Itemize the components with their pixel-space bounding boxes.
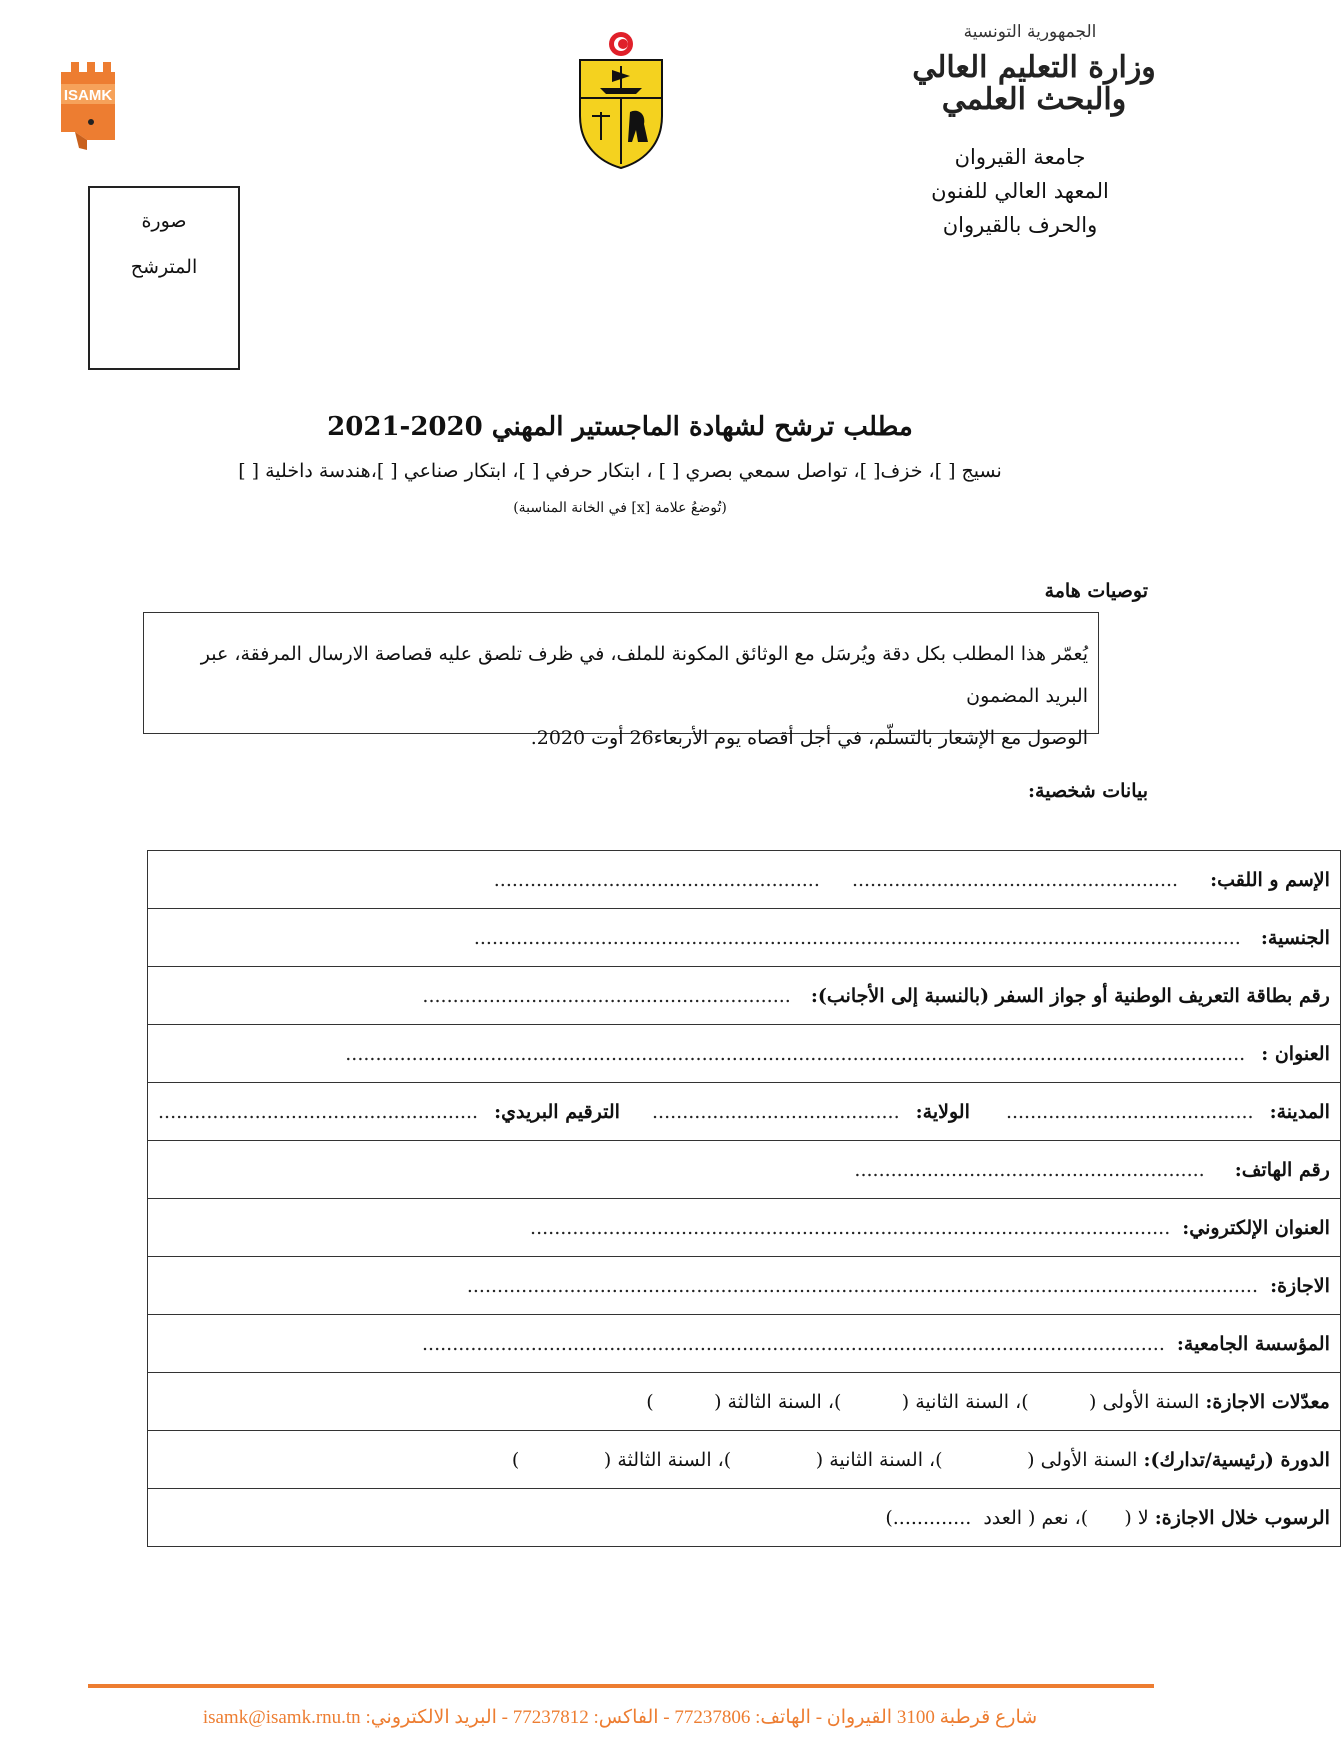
institute-line-1: المعهد العالي للفنون [931,179,1109,203]
logo-text: ISAMK [63,87,113,104]
nationality-row [148,909,1341,967]
degree-row [148,1257,1341,1315]
isamk-logo [57,62,119,154]
ministry-line-1: وزارة التعليم العالي [912,50,1156,85]
id-field[interactable]: رقم بطاقة التعريف الوطنية أو جواز السفر (بالنسبة إلى الأجانب): ............................................................. [148,967,1341,1025]
id-label: رقم بطاقة التعريف الوطنية أو جواز السفر (بالنسبة إلى الأجانب): [810,984,1330,1007]
averages-row [148,1373,1341,1431]
footer-contact: شارع قرطبة 3100 القيروان - الهاتف: 77237806 - الفاكس: 77237812 - البريد الالكتروني: isamk@isamk.rnu.tn [202,1707,1038,1728]
page-title: مطلب ترشح لشهادة الماجستير المهني 2020-2021 [327,412,913,442]
phone-row [148,1141,1341,1199]
name-dots: ...................................................... [851,868,1179,891]
recommendations-line-1: يُعمّر هذا المطلب بكل دقة ويُرسَل مع الوثائق المكونة للملف، في ظرف تلصق عليه قصاصة الارسال المرفقة، عبر البريد المضمون [200,643,1088,707]
session-text: السنة الأولى ( )، السنة الثانية ( )، السنة الثالثة ( ) [511,1448,1138,1471]
photo-label-1: صورة [141,210,187,232]
fail-text: لا ( )، نعم ( العدد .............) [885,1506,1149,1529]
ministry-text [904,52,1164,116]
name-field[interactable]: الإسم و اللقب: ...................................................... ...................................................... [148,851,1341,909]
averages-field[interactable] [148,1373,1341,1431]
address-row [148,1025,1341,1083]
recommendations-heading: توصيات هامة [1044,580,1148,602]
institute-line-2: والحرف بالقيروان [942,213,1098,237]
name-label: الإسم و اللقب: [1210,868,1330,891]
photo-label-2: المترشح [130,256,198,278]
phone-field[interactable]: رقم الهاتف: .......................................................... [148,1141,1341,1199]
id-row [148,967,1341,1025]
postal-label: الترقيم البريدي: [494,1100,620,1123]
city-row [148,1083,1341,1141]
averages-text: السنة الأولى ( )، السنة الثانية ( )، السنة الثالثة ( ) [646,1390,1200,1413]
personal-data-heading: بيانات شخصية: [1028,780,1148,802]
university-name: جامعة القيروان [954,145,1086,169]
ministry-line-2: والبحث العلمي [941,82,1127,117]
city-label: المدينة: [1269,1100,1330,1123]
fail-label: الرسوب خلال الاجازة: [1154,1506,1330,1529]
phone-label: رقم الهاتف: [1234,1158,1330,1181]
specialties-choices[interactable]: نسيج [ ]، خزف[ ]، تواصل سمعي بصري [ ] ، ابتكار حرفي [ ]، ابتكار صناعي [ ]،هندسة داخلية [ ] [238,460,1002,482]
email-label: العنوان الإلكتروني: [1182,1216,1330,1239]
tunisia-coat-of-arms [572,30,670,170]
fail-row [148,1489,1341,1547]
email-row [148,1199,1341,1257]
mark-note: (تُوضعُ علامة [x] في الخانة المناسبة) [513,500,727,516]
email-field[interactable]: العنوان الإلكتروني: .......................................................................................................... [148,1199,1341,1257]
personal-data-table [147,850,1341,1547]
institution-label: المؤسسة الجامعية: [1176,1332,1330,1355]
degree-field[interactable]: الاجازة: ................................................................................................................................... [148,1257,1341,1315]
recommendations-line-2: الوصول مع الإشعار بالتسلّم، في أجل أقصاه يوم الأربعاء26 أوت 2020. [530,727,1088,749]
city-field[interactable]: المدينة: ......................................... الولاية: ......................................... الترقيم البريدي: ..................................................... [148,1083,1341,1141]
address-label: العنوان : [1261,1042,1330,1065]
degree-label: الاجازة: [1270,1274,1330,1297]
institution-header [900,140,1140,242]
name-row [148,851,1341,909]
recommendations-box [143,612,1099,749]
nationality-field[interactable]: الجنسية: ............................................................................................................................... [148,909,1341,967]
averages-label: معدّلات الاجازة: [1205,1390,1330,1413]
nationality-label: الجنسية: [1260,926,1330,949]
session-field[interactable] [148,1431,1341,1489]
republic-text: الجمهورية التونسية [963,22,1097,42]
footer-rule [88,1684,1154,1688]
institution-field[interactable]: المؤسسة الجامعية: ........................................................................................................................... [148,1315,1341,1373]
session-label: الدورة (رئيسية/تدارك): [1143,1448,1330,1471]
candidate-photo-box[interactable] [88,186,240,370]
session-row [148,1431,1341,1489]
institution-row [148,1315,1341,1373]
address-field[interactable]: العنوان : ..................................................................................................................................................... [148,1025,1341,1083]
fail-field[interactable] [148,1489,1341,1547]
state-label: الولاية: [915,1100,970,1123]
